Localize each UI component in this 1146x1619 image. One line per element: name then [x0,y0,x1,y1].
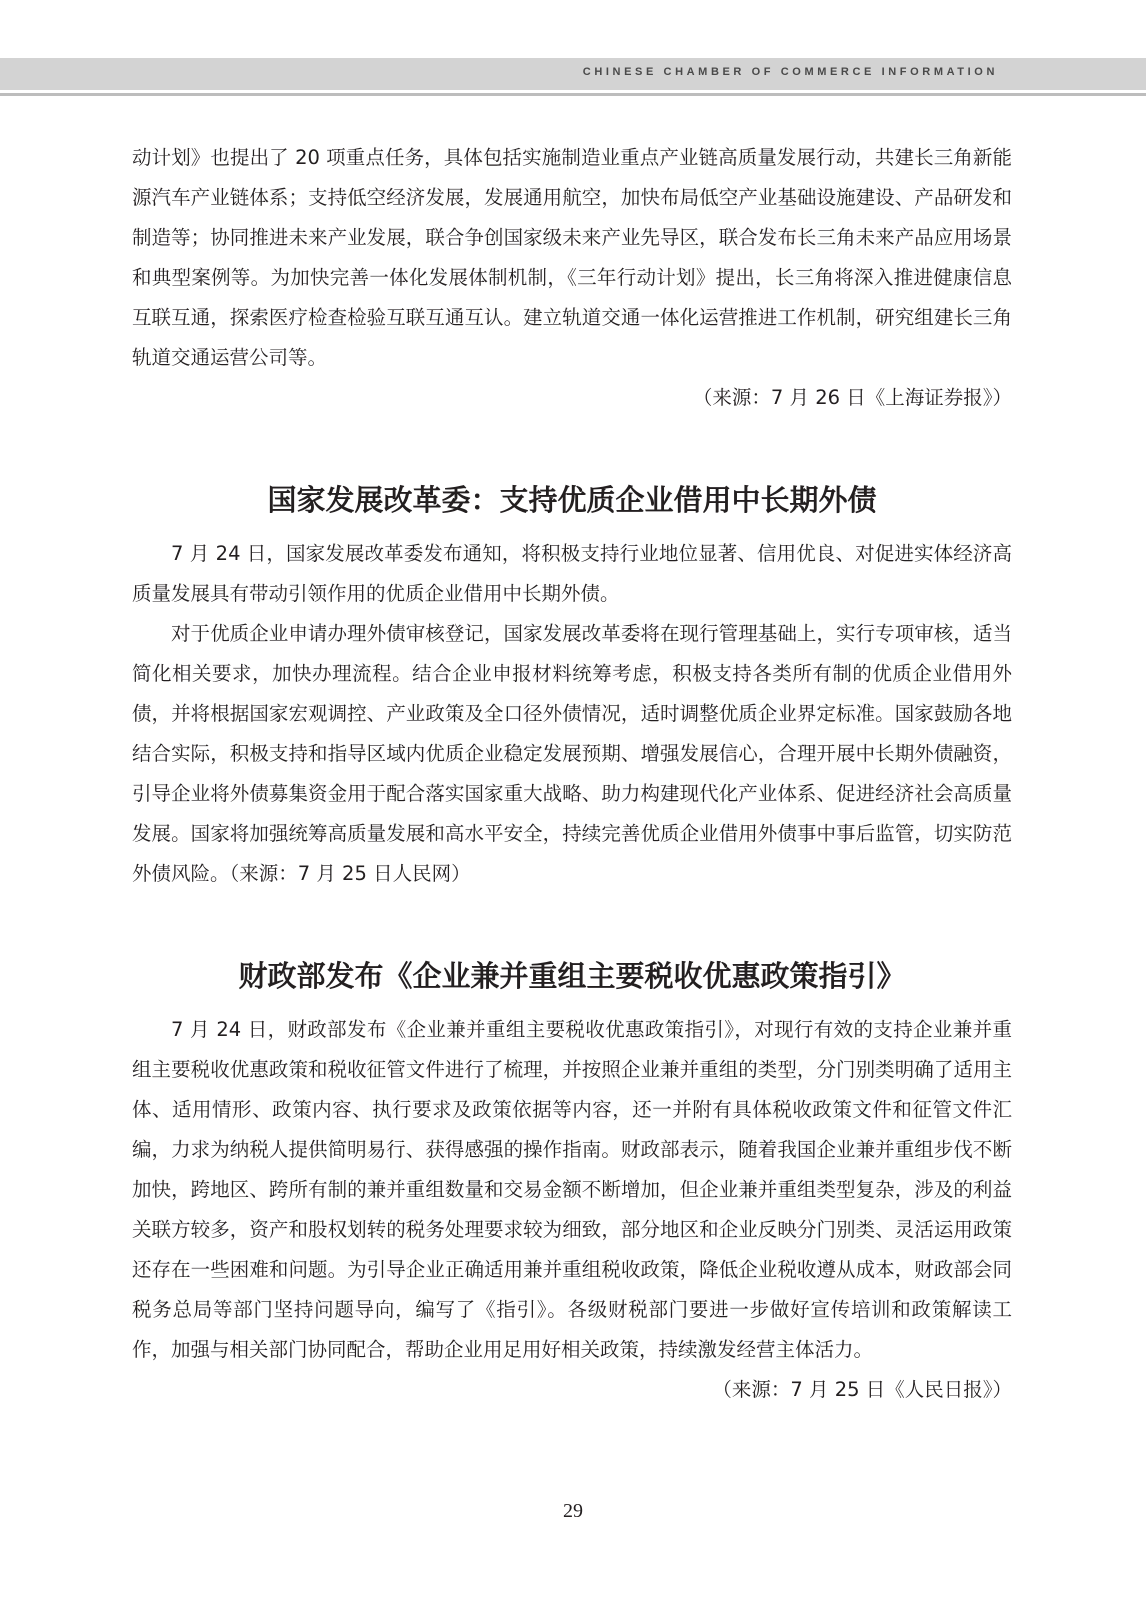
header-divider [0,93,1146,96]
article-paragraph: 对于优质企业申请办理外债审核登记，国家发展改革委将在现行管理基础上，实行专项审核，适当简化相关要求，加快办理流程。结合企业申报材料统筹考虑，积极支持各类所有制的优质企业借用外债，并将根据国家宏观调控、产业政策及全口径外债情况，适时调整优质企业界定标准。国家鼓励各地结合实际，积极支持和指导区域内优质企业稳定发展预期、增强发展信心，合理开展中长期外债融资，引导企业将外债募集资金用于配合落实国家重大战略、助力构建现代化产业体系、促进经济社会高质量发展。国家将加强统筹高质量发展和高水平安全，持续完善优质企业借用外债事中事后监管，切实防范外债风险。（来源：7 月 25 日人民网） [132,622,1012,885]
article-continuation-source: （来源：7 月 26 日《上海证券报》） [692,386,1012,409]
article-title: 财政部发布《企业兼并重组主要税收优惠政策指引》 [238,959,906,993]
publication-name: CHINESE CHAMBER OF COMMERCE INFORMATION [582,66,998,78]
article-source: （来源：7 月 25 日《人民日报》） [712,1378,1012,1401]
page-content [132,138,1012,1410]
article-ndrc-foreign-debt [132,478,1012,894]
article-mof-tax-guide [132,954,1012,1410]
article-paragraph: 7 月 24 日，国家发展改革委发布通知，将积极支持行业地位显著、信用优良、对促进实体经济高质量发展具有带动引领作用的优质企业借用中长期外债。 [132,542,1012,605]
article-continuation [132,138,1012,418]
article-paragraph: 7 月 24 日，财政部发布《企业兼并重组主要税收优惠政策指引》，对现行有效的支持企业兼并重组主要税收优惠政策和税收征管文件进行了梳理，并按照企业兼并重组的类型，分门别类明确了适用主体、适用情形、政策内容、执行要求及政策依据等内容，还一并附有具体税收政策文件和征管文件汇编，力求为纳税人提供简明易行、获得感强的操作指南。财政部表示，随着我国企业兼并重组步伐不断加快，跨地区、跨所有制的兼并重组数量和交易金额不断增加，但企业兼并重组类型复杂，涉及的利益关联方较多，资产和股权划转的税务处理要求较为细致，部分地区和企业反映分门别类、灵活运用政策还存在一些困难和问题。为引导企业正确适用兼并重组税收政策，降低企业税收遵从成本，财政部会同税务总局等部门坚持问题导向，编写了《指引》。各级财税部门要进一步做好宣传培训和政策解读工作，加强与相关部门协同配合，帮助企业用足用好相关政策，持续激发经营主体活力。 [132,1018,1012,1361]
article-continuation-text: 动计划》也提出了 20 项重点任务，具体包括实施制造业重点产业链高质量发展行动，共建长三角新能源汽车产业链体系；支持低空经济发展，发展通用航空，加快布局低空产业基础设施建设、产品研发和制造等；协同推进未来产业发展，联合争创国家级未来产业先导区，联合发布长三角未来产品应用场景和典型案例等。为加快完善一体化发展体制机制，《三年行动计划》提出，长三角将深入推进健康信息互联互通，探索医疗检查检验互联互通互认。建立轨道交通一体化运营推进工作机制，研究组建长三角轨道交通运营公司等。 [132,146,1012,369]
article-title: 国家发展改革委：支持优质企业借用中长期外债 [267,483,877,517]
page-number: 29 [563,1500,583,1522]
